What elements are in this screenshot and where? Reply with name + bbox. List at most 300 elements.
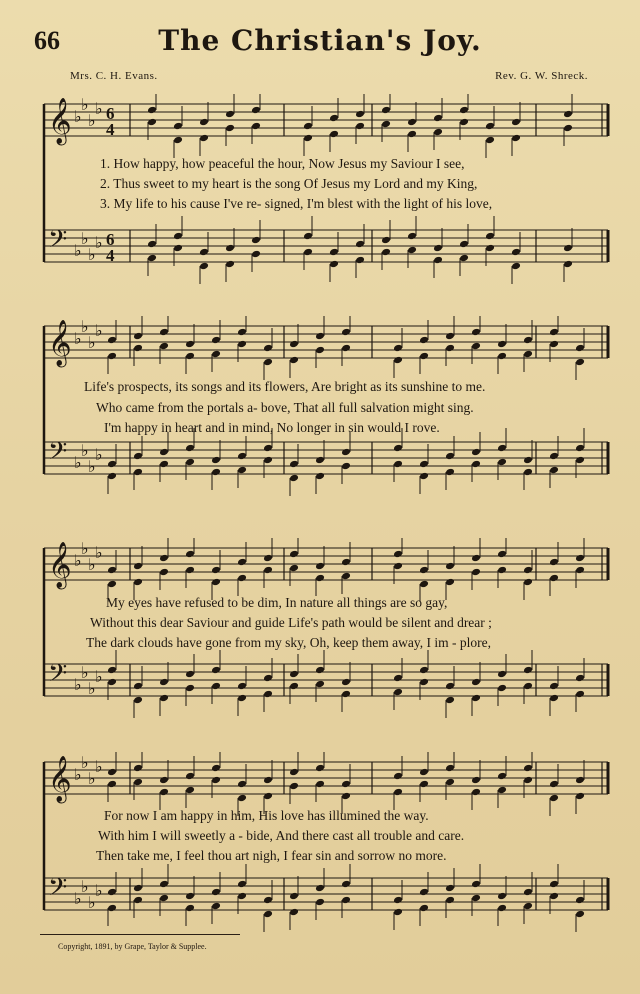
note-head	[419, 580, 429, 589]
note-head	[237, 682, 247, 691]
note-head	[263, 896, 273, 905]
flat-icon: ♭	[88, 769, 96, 788]
note-head	[341, 572, 351, 581]
note-head	[407, 246, 417, 255]
note-head	[107, 888, 117, 897]
note-head	[107, 352, 117, 361]
time-signature-bottom: 4	[106, 246, 115, 265]
note-head	[185, 458, 195, 467]
note-head	[523, 566, 533, 575]
note-head	[107, 678, 117, 687]
note-head	[497, 892, 507, 901]
note-head	[159, 788, 169, 797]
note-head	[185, 786, 195, 795]
note-head	[133, 344, 143, 353]
note-head	[315, 764, 325, 773]
note-head	[225, 110, 235, 119]
flat-icon: ♭	[81, 877, 89, 896]
note-head	[393, 674, 403, 683]
note-head	[523, 776, 533, 785]
note-head	[173, 232, 183, 241]
note-head	[315, 456, 325, 465]
note-head	[523, 666, 533, 675]
note-head	[445, 332, 455, 341]
flat-icon: ♭	[81, 441, 89, 460]
note-head	[393, 460, 403, 469]
note-head	[419, 768, 429, 777]
bass-staff	[44, 428, 608, 496]
note-head	[419, 666, 429, 675]
note-head	[289, 782, 299, 791]
flat-icon: ♭	[95, 667, 103, 686]
treble-staff	[44, 752, 608, 816]
note-head	[133, 896, 143, 905]
note-head	[523, 888, 533, 897]
note-head	[263, 554, 273, 563]
note-head	[497, 444, 507, 453]
flat-icon: ♭	[74, 453, 82, 472]
music-system-4	[0, 752, 640, 932]
note-head	[471, 568, 481, 577]
note-head	[381, 106, 391, 115]
note-head	[237, 892, 247, 901]
note-head	[549, 794, 559, 803]
note-head	[147, 254, 157, 263]
note-head	[575, 566, 585, 575]
verse-line-2: 2. Thus sweet to my heart is the song Of Jesus my Lord and my King,	[100, 176, 478, 191]
flat-icon: ♭	[81, 663, 89, 682]
note-head	[289, 892, 299, 901]
verse-line-2: With him I will sweetly a - bide, And there cast all trouble and care.	[98, 828, 465, 843]
note-head	[263, 792, 273, 801]
note-head	[133, 468, 143, 477]
flat-icon: ♭	[81, 95, 89, 114]
note-head	[407, 232, 417, 241]
note-head	[199, 262, 209, 271]
note-head	[341, 462, 351, 471]
note-head	[289, 356, 299, 365]
bass-clef-icon: 𝄢	[48, 437, 68, 472]
note-head	[315, 562, 325, 571]
note-head	[225, 124, 235, 133]
note-head	[315, 346, 325, 355]
note-head	[433, 128, 443, 137]
note-head	[211, 566, 221, 575]
note-head	[315, 332, 325, 341]
note-head	[211, 776, 221, 785]
verse-line-3: The dark clouds have gone from my sky, Oh, keep them away, I im - plore,	[86, 635, 492, 650]
verse-line-3: I'm happy in heart and in mind, No longer in sin would I rove.	[104, 420, 440, 435]
note-head	[315, 666, 325, 675]
verse-line-2: Who came from the portals a- bove, That all full salvation might sing.	[96, 400, 474, 415]
note-head	[497, 772, 507, 781]
note-head	[485, 244, 495, 253]
note-head	[237, 694, 247, 703]
verse-line-3: Then take me, I feel thou art nigh, I fear sin and sorrow no more.	[96, 848, 447, 863]
note-head	[485, 136, 495, 145]
note-head	[393, 688, 403, 697]
note-head	[523, 902, 533, 911]
note-head	[329, 260, 339, 269]
note-head	[563, 110, 573, 119]
note-head	[471, 776, 481, 785]
note-head	[147, 118, 157, 127]
note-head	[471, 328, 481, 337]
note-head	[445, 344, 455, 353]
note-head	[419, 352, 429, 361]
flat-icon: ♭	[74, 551, 82, 570]
note-head	[445, 578, 455, 587]
note-head	[497, 566, 507, 575]
note-head	[185, 340, 195, 349]
note-head	[341, 896, 351, 905]
note-head	[329, 248, 339, 257]
note-head	[511, 262, 521, 271]
note-head	[173, 136, 183, 145]
note-head	[393, 908, 403, 917]
verse-line-1: 1. How happy, how peaceful the hour, Now Jesus my Saviour I see,	[100, 156, 465, 171]
note-head	[159, 460, 169, 469]
note-head	[511, 248, 521, 257]
note-head	[497, 684, 507, 693]
note-head	[575, 896, 585, 905]
note-head	[523, 682, 533, 691]
bass-staff	[44, 650, 608, 718]
music-system-1	[0, 94, 640, 284]
note-head	[549, 466, 559, 475]
note-head	[237, 466, 247, 475]
note-head	[199, 248, 209, 257]
note-head	[419, 678, 429, 687]
note-head	[433, 244, 443, 253]
note-head	[575, 690, 585, 699]
note-head	[159, 554, 169, 563]
treble-staff	[44, 538, 608, 602]
note-head	[289, 474, 299, 483]
note-head	[433, 256, 443, 265]
flat-icon: ♭	[95, 881, 103, 900]
note-head	[289, 670, 299, 679]
note-head	[211, 468, 221, 477]
note-head	[237, 794, 247, 803]
note-head	[289, 340, 299, 349]
flat-icon: ♭	[74, 889, 82, 908]
bass-clef-icon: 𝄢	[48, 225, 68, 260]
note-head	[263, 566, 273, 575]
note-head	[133, 764, 143, 773]
note-head	[107, 768, 117, 777]
note-head	[133, 332, 143, 341]
note-head	[133, 696, 143, 705]
note-head	[419, 904, 429, 913]
note-head	[575, 456, 585, 465]
note-head	[459, 240, 469, 249]
note-head	[211, 350, 221, 359]
verse-line-1: My eyes have refused to be dim, In nature all things are so gay,	[106, 595, 448, 610]
note-head	[185, 352, 195, 361]
note-head	[549, 574, 559, 583]
note-head	[133, 682, 143, 691]
flat-icon: ♭	[88, 893, 96, 912]
verse-line-1: Life's prospects, its songs and its flowers, Are bright as its sunshine to me.	[84, 379, 486, 394]
note-head	[263, 690, 273, 699]
note-head	[445, 764, 455, 773]
flat-icon: ♭	[81, 317, 89, 336]
note-head	[173, 244, 183, 253]
note-head	[341, 678, 351, 687]
bass-staff	[44, 216, 608, 284]
note-head	[159, 880, 169, 889]
note-head	[263, 344, 273, 353]
note-head	[289, 768, 299, 777]
note-head	[303, 232, 313, 241]
note-head	[315, 884, 325, 893]
note-head	[341, 328, 351, 337]
note-head	[289, 564, 299, 573]
note-head	[485, 232, 495, 241]
bass-staff	[44, 864, 608, 932]
note-head	[381, 248, 391, 257]
note-head	[251, 250, 261, 259]
note-head	[393, 896, 403, 905]
bass-clef-icon: 𝄢	[48, 659, 68, 694]
note-head	[251, 106, 261, 115]
note-head	[393, 550, 403, 559]
note-head	[185, 550, 195, 559]
note-head	[329, 114, 339, 123]
note-head	[549, 880, 559, 889]
note-head	[315, 472, 325, 481]
note-head	[263, 674, 273, 683]
note-head	[471, 554, 481, 563]
bass-clef-icon: 𝄢	[48, 873, 68, 908]
note-head	[185, 892, 195, 901]
note-head	[289, 908, 299, 917]
note-head	[563, 244, 573, 253]
note-head	[237, 780, 247, 789]
note-head	[263, 910, 273, 919]
note-head	[445, 884, 455, 893]
note-head	[263, 456, 273, 465]
note-head	[185, 684, 195, 693]
note-head	[445, 562, 455, 571]
note-head	[263, 358, 273, 367]
note-head	[355, 110, 365, 119]
note-head	[303, 134, 313, 143]
verse-line-1: For now I am happy in him, His love has illumined the way.	[104, 808, 429, 823]
flat-icon: ♭	[81, 539, 89, 558]
note-head	[185, 772, 195, 781]
note-head	[107, 904, 117, 913]
note-head	[211, 888, 221, 897]
note-head	[237, 340, 247, 349]
note-head	[381, 236, 391, 245]
note-head	[575, 444, 585, 453]
note-head	[107, 666, 117, 675]
note-head	[159, 328, 169, 337]
note-head	[523, 578, 533, 587]
note-head	[159, 568, 169, 577]
note-head	[471, 788, 481, 797]
note-head	[211, 682, 221, 691]
note-head	[575, 358, 585, 367]
note-head	[133, 778, 143, 787]
treble-clef-icon: 𝄞	[48, 98, 72, 144]
flat-icon: ♭	[95, 445, 103, 464]
note-head	[497, 786, 507, 795]
note-head	[393, 562, 403, 571]
note-head	[549, 558, 559, 567]
flat-icon: ♭	[74, 329, 82, 348]
note-head	[549, 340, 559, 349]
note-head	[485, 122, 495, 131]
note-head	[419, 780, 429, 789]
time-signature-top: 6	[106, 104, 115, 123]
treble-clef-icon: 𝄞	[48, 320, 72, 366]
note-head	[355, 256, 365, 265]
treble-staff	[44, 94, 608, 158]
note-head	[549, 780, 559, 789]
note-head	[497, 670, 507, 679]
note-head	[159, 448, 169, 457]
note-head	[211, 578, 221, 587]
note-head	[523, 456, 533, 465]
note-head	[575, 910, 585, 919]
note-head	[107, 460, 117, 469]
note-head	[251, 236, 261, 245]
verse-line-3: 3. My life to his cause I've re- signed, I'm blest with the light of his love,	[100, 196, 493, 211]
note-head	[237, 328, 247, 337]
note-head	[159, 342, 169, 351]
note-head	[497, 340, 507, 349]
flat-icon: ♭	[95, 757, 103, 776]
note-head	[445, 778, 455, 787]
note-head	[315, 574, 325, 583]
note-head	[419, 460, 429, 469]
note-head	[341, 558, 351, 567]
note-head	[211, 666, 221, 675]
note-head	[341, 880, 351, 889]
note-head	[393, 444, 403, 453]
note-head	[419, 336, 429, 345]
note-head	[341, 448, 351, 457]
note-head	[237, 880, 247, 889]
flat-icon: ♭	[81, 753, 89, 772]
note-head	[471, 678, 481, 687]
music-system-3	[0, 538, 640, 718]
flat-icon: ♭	[88, 245, 96, 264]
note-head	[159, 694, 169, 703]
note-head	[147, 240, 157, 249]
note-head	[419, 472, 429, 481]
composer-credit: Rev. G. W. Shreck.	[495, 70, 588, 82]
note-head	[107, 580, 117, 589]
note-head	[315, 780, 325, 789]
note-head	[445, 896, 455, 905]
note-head	[471, 694, 481, 703]
note-head	[563, 260, 573, 269]
note-head	[523, 350, 533, 359]
note-head	[303, 122, 313, 131]
note-head	[107, 566, 117, 575]
hymn-title: The Christian's Joy.	[158, 24, 482, 57]
note-head	[445, 468, 455, 477]
flat-icon: ♭	[95, 321, 103, 340]
note-head	[419, 888, 429, 897]
note-head	[289, 550, 299, 559]
note-head	[315, 898, 325, 907]
note-head	[263, 444, 273, 453]
verse-line-2: Without this dear Saviour and guide Life's path would be silent and drear ;	[90, 615, 492, 630]
note-head	[147, 106, 157, 115]
note-head	[133, 562, 143, 571]
note-head	[199, 118, 209, 127]
note-head	[237, 574, 247, 583]
note-head	[575, 344, 585, 353]
footer-rule	[40, 934, 240, 935]
treble-clef-icon: 𝄞	[48, 756, 72, 802]
note-head	[497, 904, 507, 913]
note-head	[341, 780, 351, 789]
flat-icon: ♭	[88, 555, 96, 574]
note-head	[341, 344, 351, 353]
flat-icon: ♭	[74, 241, 82, 260]
note-head	[497, 352, 507, 361]
note-head	[211, 336, 221, 345]
page-number: 66	[34, 26, 60, 55]
flat-icon: ♭	[88, 111, 96, 130]
note-head	[133, 884, 143, 893]
note-head	[575, 776, 585, 785]
note-head	[329, 130, 339, 139]
note-head	[251, 122, 261, 131]
note-head	[159, 776, 169, 785]
note-head	[211, 764, 221, 773]
note-head	[393, 344, 403, 353]
note-head	[523, 468, 533, 477]
treble-clef-icon: 𝄞	[48, 542, 72, 588]
note-head	[471, 880, 481, 889]
note-head	[237, 558, 247, 567]
note-head	[575, 674, 585, 683]
flat-icon: ♭	[88, 457, 96, 476]
note-head	[355, 240, 365, 249]
note-head	[211, 456, 221, 465]
note-head	[549, 452, 559, 461]
note-head	[445, 682, 455, 691]
music-system-2	[0, 316, 640, 496]
note-head	[107, 472, 117, 481]
note-head	[355, 122, 365, 131]
note-head	[303, 248, 313, 257]
note-head	[263, 776, 273, 785]
note-head	[159, 678, 169, 687]
note-head	[497, 458, 507, 467]
note-head	[549, 892, 559, 901]
time-signature-top: 6	[106, 230, 115, 249]
note-head	[549, 682, 559, 691]
note-head	[549, 694, 559, 703]
note-head	[511, 134, 521, 143]
note-head	[575, 792, 585, 801]
note-head	[459, 254, 469, 263]
note-head	[549, 328, 559, 337]
note-head	[211, 902, 221, 911]
flat-icon: ♭	[88, 333, 96, 352]
note-head	[393, 788, 403, 797]
flat-icon: ♭	[95, 233, 103, 252]
flat-icon: ♭	[88, 679, 96, 698]
